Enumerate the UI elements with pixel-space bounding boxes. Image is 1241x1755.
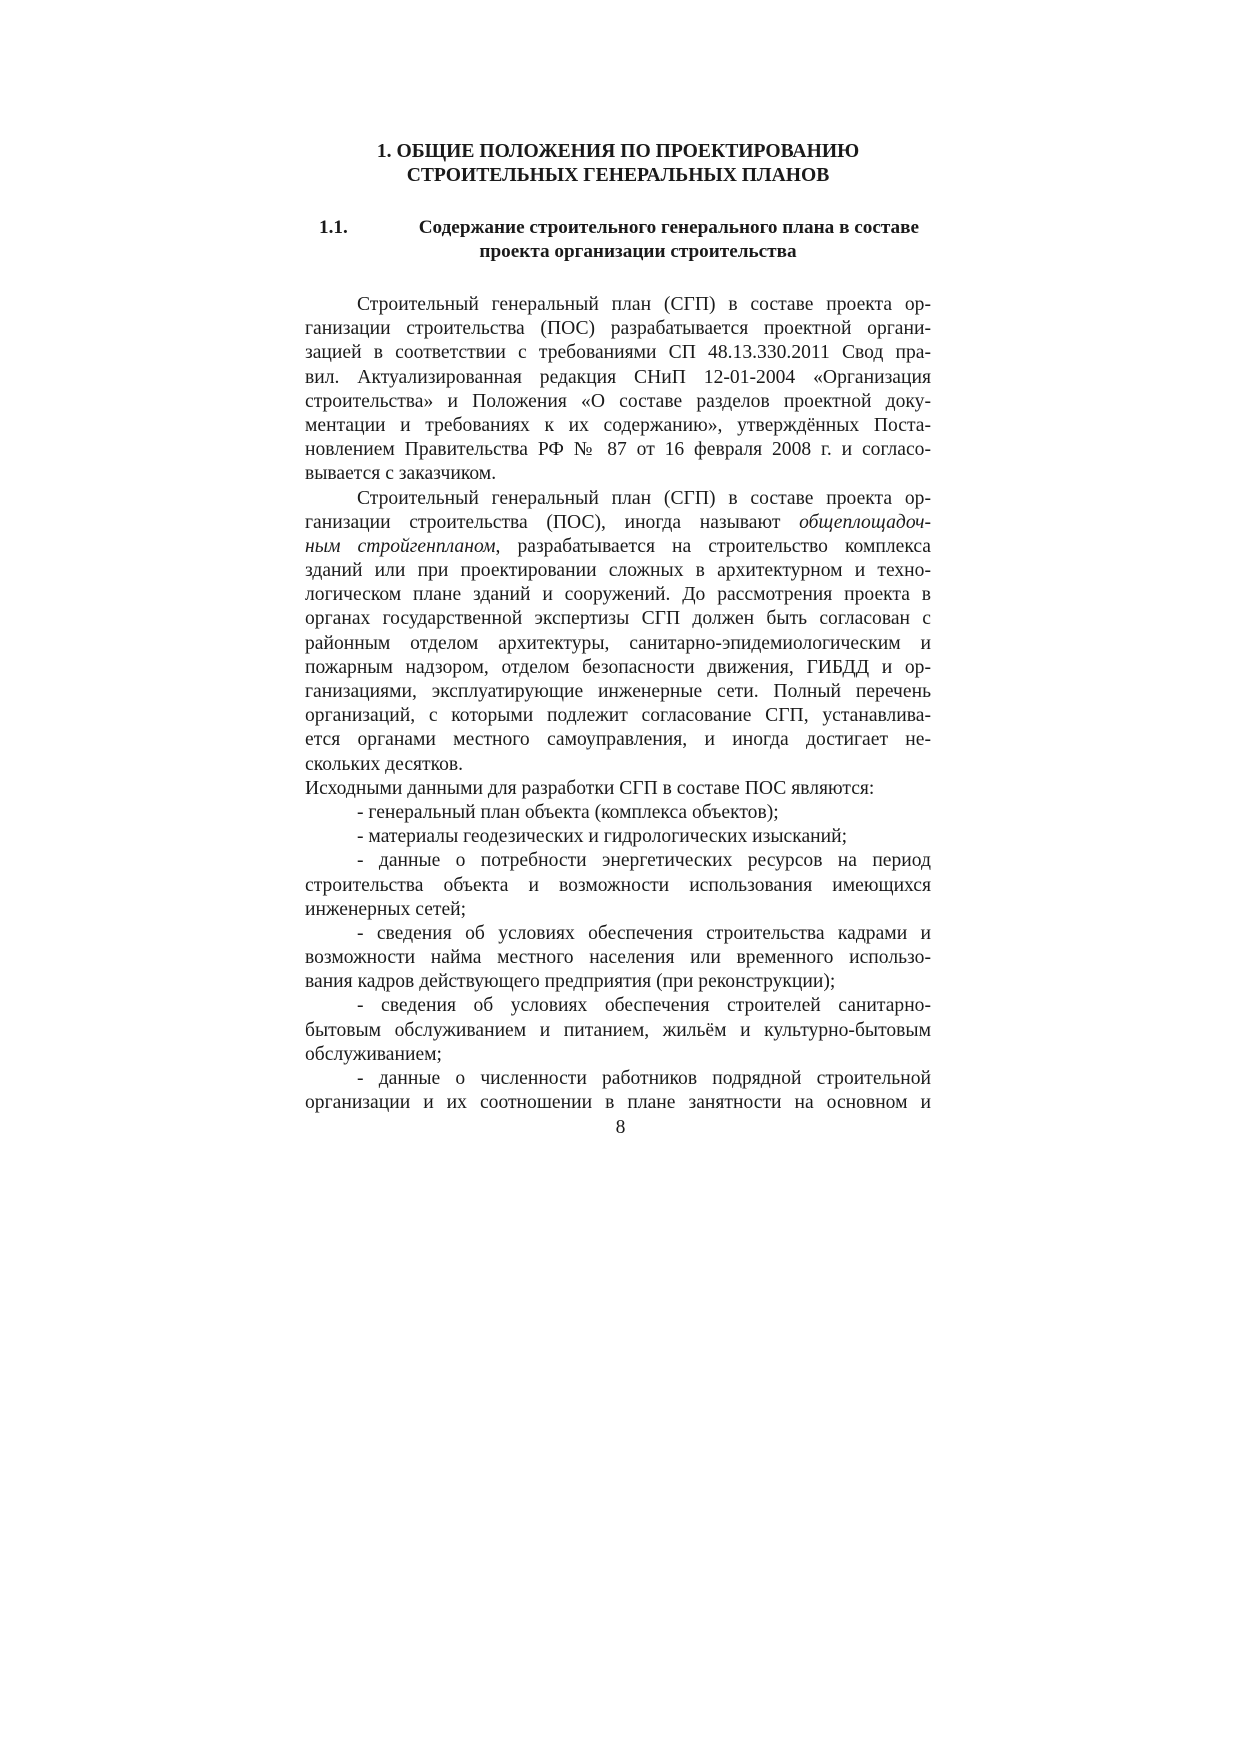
- paragraph-2-line: ганизациями, эксплуатирующие инженерные сети. Полный перечень: [305, 681, 931, 702]
- paragraph-2-text: ганизации строительства (ПОС), иногда называют: [305, 511, 800, 533]
- list-item-continuation: организации и их соотношении в плане занятности на основном и: [305, 1092, 931, 1114]
- term-italic: общеплощадоч-: [799, 511, 931, 533]
- list-item-continuation: строительства объекта и возможности использования имеющихся: [305, 874, 931, 896]
- chapter-title: [305, 140, 931, 188]
- paragraph-2-line: пожарным надзором, отделом безопасности движения, ГИБДД и ор-: [305, 656, 931, 678]
- section-number: 1.1.: [319, 217, 348, 238]
- paragraph-2-line: органах государственной экспертизы СГП должен быть согласован с: [305, 608, 931, 630]
- list-item-continuation: обслуживанием;: [305, 1043, 443, 1065]
- page-number: 8: [615, 1117, 626, 1138]
- paragraph-2-line: зданий или при проектировании сложных в архитектурном и техно-: [305, 560, 931, 582]
- paragraph-2-line: [305, 511, 931, 535]
- paragraph-1-line: Строительный генеральный план (СГП) в составе проекта ор-: [357, 294, 931, 315]
- list-item-continuation: инженерных сетей;: [305, 898, 467, 920]
- paragraph-2-line: Строительный генеральный план (СГП) в составе проекта ор-: [357, 487, 931, 509]
- paragraph-1-line: новлением Правительства РФ № 87 от 16 февраля 2008 г. и согласо-: [305, 439, 931, 461]
- paragraph-2-line: скольких десятков.: [305, 753, 464, 775]
- section-title-line-1: Содержание строительного генерального плана в составе: [418, 217, 919, 238]
- paragraph-3-line: Исходными данными для разработки СГП в составе ПОС являются:: [305, 777, 875, 799]
- list-item: - данные о потребности энергетических ресурсов на период: [357, 850, 931, 872]
- list-item-continuation: возможности найма местного населения или временного использо-: [305, 947, 931, 969]
- list-item: - сведения об условиях обеспечения строителей санитарно-: [357, 995, 931, 1017]
- document-page: [305, 140, 931, 1115]
- paragraph-2-line: [305, 535, 931, 559]
- paragraph-2-text: , разрабатывается на строительство комплекса: [495, 535, 931, 557]
- paragraph-1-line: строительства» и Положения «О составе разделов проектной доку-: [305, 390, 931, 412]
- chapter-title-line-2: СТРОИТЕЛЬНЫХ ГЕНЕРАЛЬНЫХ ПЛАНОВ: [406, 165, 830, 186]
- paragraph-2-line: ется органами местного самоуправления, и иногда достигает не-: [305, 729, 931, 751]
- paragraph-1-line: зацией в соответствии с требованиями СП 48.13.330.2011 Свод пра-: [305, 342, 931, 364]
- list-item-continuation: бытовым обслуживанием и питанием, жильём и культурно-бытовым: [305, 1019, 931, 1041]
- chapter-title-line-1: 1. ОБЩИЕ ПОЛОЖЕНИЯ ПО ПРОЕКТИРОВАНИЮ: [376, 141, 860, 162]
- paragraph-1-line: вывается с заказчиком.: [305, 463, 497, 485]
- paragraph-1-line: ментации и требованиях к их содержанию», утверждённых Поста-: [305, 414, 931, 436]
- list-item: - данные о численности работников подрядной строительной: [357, 1068, 931, 1089]
- paragraph-2-line: районным отделом архитектуры, санитарно-эпидемиологическим и: [305, 632, 931, 654]
- list-item-continuation: вания кадров действующего предприятия (при реконструкции);: [305, 971, 836, 993]
- section-title: [305, 216, 931, 264]
- list-item: - сведения об условиях обеспечения строительства кадрами и: [357, 922, 931, 944]
- section-title-line-2: проекта организации строительства: [479, 241, 797, 262]
- term-italic: ным стройгенпланом: [305, 535, 496, 557]
- list-item: - материалы геодезических и гидрологических изысканий;: [357, 826, 848, 848]
- body-text: [305, 293, 931, 1115]
- paragraph-1-line: ганизации строительства (ПОС) разрабатывается проектной органи-: [305, 318, 931, 340]
- paragraph-1-line: вил. Актуализированная редакция СНиП 12-01-2004 «Организация: [305, 366, 931, 388]
- paragraph-2-line: организаций, с которыми подлежит согласование СГП, устанавлива-: [305, 705, 931, 727]
- paragraph-2-line: логическом плане зданий и сооружений. До рассмотрения проекта в: [305, 584, 931, 606]
- list-item: - генеральный план объекта (комплекса объектов);: [357, 801, 779, 823]
